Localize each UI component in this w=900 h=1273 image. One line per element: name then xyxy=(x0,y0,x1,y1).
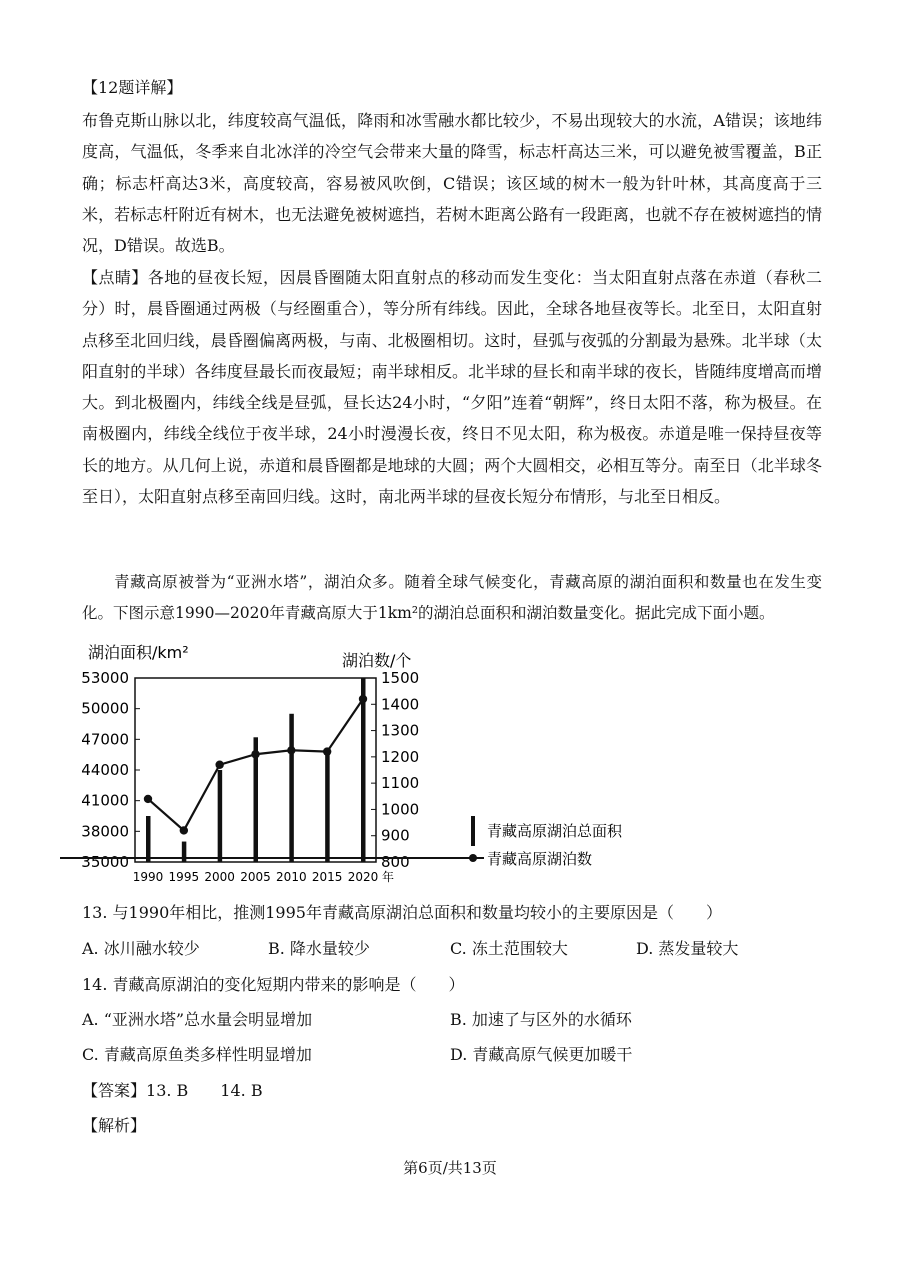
right-tick-label: 1200 xyxy=(381,747,420,766)
answer-value: 13. B 14. B xyxy=(146,1081,263,1100)
legend xyxy=(60,816,623,868)
tip-body: 各地的昼夜长短，因晨昏圈随太阳直射点的移动而发生变化：当太阳直射点落在赤道（春秋二分）时，晨昏圈通过两极（与经圈重合），等分所有纬线。因此，全球各地昼夜等长。北至日，太阳直射点移至北回归线，晨昏圈偏离两极，与南、北极圈相切。这时，昼弧与夜弧的分割最为悬殊。北半球（太阳直射的半球）各纬度昼最长而夜最短；南半球相反。北半球的昼长和南半球的夜长，皆随纬度增高而增大。到北极圈内，纬线全线是昼弧，昼长达24小时，“夕阳”连着“朝辉”，终日太阳不落，称为极昼。在南极圈内，纬线全线位于夜半球，24小时漫漫长夜，终日不见太阳，称为极夜。赤道是唯一保持昼夜等长的地方。从几何上说，赤道和晨昏圈都是地球的大圆；两个大圆相交，必相互等分。南至日（北半球冬至日），太阳直射点移至南回归线。这时，南北两半球的昼夜长短分布情形，与北至日相反。 xyxy=(82,268,822,507)
legend-bar-label: 青藏高原湖泊总面积 xyxy=(487,822,623,840)
q13-stem: 13. 与1990年相比，推测1995年青藏高原湖泊总面积和数量均较小的主要原因是（ ） xyxy=(82,903,722,922)
q14-option-c[interactable]: C. 青藏高原鱼类多样性明显增加 xyxy=(82,1045,312,1064)
q14-option-d[interactable]: D. 青藏高原气候更加暖干 xyxy=(450,1045,633,1064)
x-tick-label: 1995 xyxy=(168,870,200,884)
answer-line xyxy=(82,1079,822,1103)
q13-option-a[interactable]: A. 冰川融水较少 xyxy=(82,939,200,958)
lake-count-point xyxy=(287,746,295,754)
tip-label: 【点睛】 xyxy=(82,268,148,287)
left-tick-label: 47000 xyxy=(81,730,129,749)
legend-bar-swatch xyxy=(471,816,475,846)
q13-option-d[interactable]: D. 蒸发量较大 xyxy=(636,939,739,958)
page-footer: 第6页/共13页 xyxy=(403,1159,497,1177)
legend-line-marker xyxy=(469,854,477,862)
x-tick-label: 2015 xyxy=(311,870,343,884)
right-tick-label: 1000 xyxy=(381,800,420,819)
q13-option-b[interactable]: B. 降水量较少 xyxy=(268,939,370,958)
right-tick-label: 1400 xyxy=(381,695,420,714)
lake-count-point xyxy=(323,747,331,755)
x-tick-label: 2010 xyxy=(276,870,307,884)
area-bar xyxy=(146,816,151,862)
answer-label: 【答案】 xyxy=(82,1081,147,1100)
q14-stem: 14. 青藏高原湖泊的变化短期内带来的影响是（ ） xyxy=(82,975,465,994)
x-tick-label: 2000 xyxy=(204,870,235,884)
lake-intro: 青藏高原被誉为“亚洲水塔”，湖泊众多。随着全球气候变化，青藏高原的湖泊面积和数量也在发生变化。下图示意1990—2020年青藏高原大于1km²的湖泊总面积和湖泊数量变化。据此完成下面小题。 xyxy=(82,573,822,623)
left-tick-label: 50000 xyxy=(81,699,129,718)
q14-option-b[interactable]: B. 加速了与区外的水循环 xyxy=(450,1010,632,1029)
chart-plot xyxy=(81,669,419,884)
lake-count-point xyxy=(180,826,188,834)
tip-paragraph xyxy=(82,262,822,512)
area-bar xyxy=(361,678,366,862)
lake-count-point xyxy=(144,795,152,803)
x-tick-label: 2020 xyxy=(347,870,379,884)
right-tick-label: 800 xyxy=(381,853,410,871)
lake-count-point xyxy=(359,695,367,703)
area-bar xyxy=(289,714,294,862)
left-tick-label: 53000 xyxy=(81,669,129,687)
section-12-body: 布鲁克斯山脉以北，纬度较高气温低，降雨和冰雪融水都比较少，不易出现较大的水流，A错误；该地纬度高，气温低，冬季来自北冰洋的冷空气会带来大量的降雪，标志杆高达三米，可以避免被雪覆盖，B正确；标志杆高达3米，高度较高，容易被风吹倒，C错误；该区域的树木一般为针叶林，其高度高于三米，若标志杆附近有树木，也无法避免被树遮挡，若树木距离公路有一段距离，也就不存在被树遮挡的情况，D错误。故选B。 xyxy=(82,111,822,256)
analysis-label: 【解析】 xyxy=(82,1116,147,1135)
area-bar xyxy=(325,750,330,862)
left-tick-label: 44000 xyxy=(81,761,129,779)
q14-option-a[interactable]: A. “亚洲水塔”总水量会明显增加 xyxy=(82,1010,313,1029)
legend-line-label: 青藏高原湖泊数 xyxy=(487,850,593,868)
right-tick-label: 900 xyxy=(381,826,410,845)
left-tick-label: 38000 xyxy=(81,822,129,841)
section-12-heading: 【12题详解】 xyxy=(82,78,183,97)
right-axis-label: 湖泊数/个 xyxy=(342,651,412,670)
lake-count-point xyxy=(251,750,259,758)
lake-chart xyxy=(60,636,700,896)
left-tick-label: 41000 xyxy=(81,791,129,810)
lake-count-point xyxy=(215,761,223,769)
x-tick-label: 2005 xyxy=(240,870,271,884)
right-tick-label: 1500 xyxy=(381,669,420,687)
right-tick-label: 1100 xyxy=(381,774,420,793)
left-axis-label: 湖泊面积/km² xyxy=(88,643,189,662)
left-tick-label: 35000 xyxy=(81,853,129,871)
x-axis-unit: 年 xyxy=(382,870,395,884)
q13-option-c[interactable]: C. 冻土范围较大 xyxy=(450,939,568,958)
area-bar xyxy=(218,770,223,862)
right-tick-label: 1300 xyxy=(381,721,420,740)
x-tick-label: 1990 xyxy=(132,870,164,884)
